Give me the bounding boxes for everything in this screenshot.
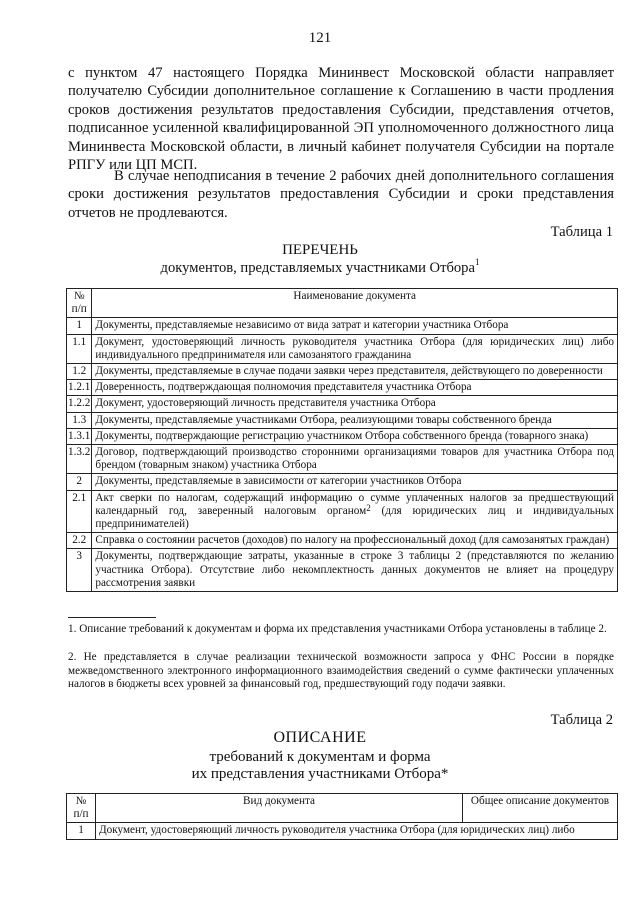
- row-text: [92, 490, 618, 533]
- footnote-divider: [68, 617, 156, 618]
- table-row: [67, 549, 618, 592]
- row-num: 1.3: [67, 412, 92, 428]
- row-text-before: Акт сверки по налогам, содержащий информацию о сумме уплаченных налогов за предшествующий календарный год, заверенный налоговым органом: [95, 491, 614, 517]
- row-num: 1.2.1: [67, 380, 92, 396]
- row-num: 1: [67, 318, 92, 334]
- table-header-row: [67, 794, 618, 823]
- table-1-subtitle-text: документов, представляемых участниками Отбора: [160, 260, 475, 276]
- paragraph-2: В случае неподписания в течение 2 рабочих дней дополнительного соглашения сроки достижения результатов предоставления Субсидии и сроки представления отчетов не продлеваются.: [68, 168, 614, 221]
- table-row: [67, 490, 618, 533]
- header-name: Наименование документа: [92, 289, 618, 318]
- footnote-ref-2: 2: [366, 502, 371, 513]
- table-2-subtitle-1: требований к документам и форма: [209, 749, 431, 765]
- header-num: № п/п: [67, 289, 92, 318]
- row-text: Документ, удостоверяющий личность представителя участника Отбора: [92, 396, 618, 412]
- row-text: Документы, представляемые независимо от вида затрат и категории участника Отбора: [92, 318, 618, 334]
- table-row: [67, 533, 618, 549]
- table-row: [67, 445, 618, 474]
- row-num: 1: [67, 823, 96, 839]
- table-header-row: [67, 289, 618, 318]
- documents-list-table: [66, 288, 618, 592]
- row-num: 2: [67, 474, 92, 490]
- table-row: [67, 334, 618, 363]
- row-text: Документы, представляемые участниками Отбора, реализующими товары собственного бренда: [92, 412, 618, 428]
- row-num: 1.2.2: [67, 396, 92, 412]
- row-num: 1.3.1: [67, 428, 92, 444]
- row-text: Доверенность, подтверждающая полномочия представителя участника Отбора: [92, 380, 618, 396]
- row-text: Документы, представляемые в зависимости от категории участников Отбора: [92, 474, 618, 490]
- table-1-label: Таблица 1: [550, 224, 613, 240]
- row-text: Документы, подтверждающие затраты, указанные в строке 3 таблицы 2 (представляются по желанию участника Отбора). Отсутствие либо некомплектность данных документов не влияет на процедуру рассмотрения заявки: [92, 549, 618, 592]
- row-num: 1.2: [67, 364, 92, 380]
- row-num: 3: [67, 549, 92, 592]
- header-desc: Общее описание документов: [463, 794, 618, 823]
- footnote-ref-1: 1: [474, 257, 480, 267]
- row-num: 1.3.2: [67, 445, 92, 474]
- row-num: 1.1: [67, 334, 92, 363]
- row-doc: Документ, удостоверяющий личность руководителя участника Отбора (для юридических лиц) либо: [96, 823, 618, 839]
- table-row: [67, 364, 618, 380]
- row-text-after: (для юридических лиц и индивидуальных предпринимателей): [95, 504, 614, 531]
- table-2-title: ОПИСАНИЕ: [273, 729, 367, 746]
- table-row: [67, 412, 618, 428]
- table-1-title: ПЕРЕЧЕНЬ: [282, 242, 358, 258]
- paragraph-1: с пунктом 47 настоящего Порядка Мининвест Московской области направляет получателю Субсидии дополнительное соглашение к Соглашению в части продления сроков достижения результатов предоставления Субсидии, представления отчетов, подписанное усиленной квалифицированной ЭП уполномоченного должностного лица Мининвеста Московской области, в личный кабинет получателя Субсидии на портале РПГУ или ЦП МСП.: [68, 65, 614, 174]
- footnote-1: 1. Описание требований к документам и форма их представления участниками Отбора установлены в таблице 2.: [68, 623, 607, 635]
- row-text: Документы, подтверждающие регистрацию участником Отбора собственного бренда (товарного знака): [92, 428, 618, 444]
- row-text: Документ, удостоверяющий личность руководителя участника Отбора (для юридических лиц) либо индивидуального предпринимателя или самозанятого гражданина: [92, 334, 618, 363]
- row-text: Справка о состоянии расчетов (доходов) по налогу на профессиональный доход (для самозанятых граждан): [92, 533, 618, 549]
- table-1-subtitle: [0, 257, 640, 277]
- header-num: № п/п: [67, 794, 96, 823]
- table-row: [67, 396, 618, 412]
- table-2-subtitle-2: их представления участниками Отбора*: [191, 766, 449, 782]
- table-row: [67, 823, 618, 839]
- row-text: Договор, подтверждающий производство сторонними организациями товаров для участника Отбора под брендом (товарным знаком) участника Отбора: [92, 445, 618, 474]
- row-num: 2.2: [67, 533, 92, 549]
- table-row: [67, 474, 618, 490]
- row-num: 2.1: [67, 490, 92, 533]
- table-row: [67, 380, 618, 396]
- requirements-table: [66, 793, 618, 840]
- footnote-2: 2. Не представляется в случае реализации технической возможности запроса у ФНС России в порядке межведомственного электронного информационного взаимодействия сведений о сумме фактически уплаченных налогов в бюджеты всех уровней за финансовый год, предшествующий году подачи заявки.: [68, 651, 614, 691]
- header-doc: Вид документа: [96, 794, 463, 823]
- page-number: 121: [308, 30, 332, 46]
- row-text: Документы, представляемые в случае подачи заявки через представителя, действующего по доверенности: [92, 364, 618, 380]
- table-row: [67, 318, 618, 334]
- table-2-label: Таблица 2: [550, 712, 613, 728]
- table-row: [67, 428, 618, 444]
